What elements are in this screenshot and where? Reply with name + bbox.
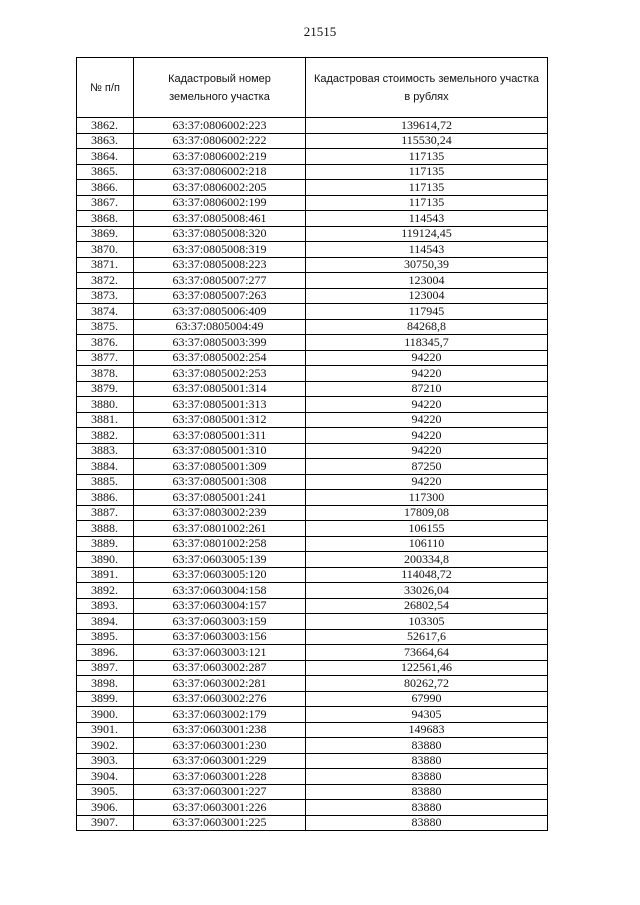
cadastral-value-cell: 117135 <box>306 195 548 211</box>
row-number-cell: 3904. <box>77 769 134 785</box>
cadastral-number-cell: 63:37:0603003:121 <box>134 645 306 661</box>
cadastral-value-cell: 118345,7 <box>306 335 548 351</box>
table-row <box>77 118 548 134</box>
cadastral-value-cell: 94220 <box>306 366 548 382</box>
table-row <box>77 242 548 258</box>
table-row <box>77 815 548 831</box>
table-row <box>77 753 548 769</box>
cadastral-number-cell: 63:37:0805001:308 <box>134 474 306 490</box>
cadastral-number-cell: 63:37:0803002:239 <box>134 505 306 521</box>
table-row <box>77 707 548 723</box>
row-number-cell: 3883. <box>77 443 134 459</box>
table-row <box>77 366 548 382</box>
cadastral-number-cell: 63:37:0603001:227 <box>134 784 306 800</box>
cadastral-value-cell: 149683 <box>306 722 548 738</box>
cadastral-value-cell: 87250 <box>306 459 548 475</box>
header-cadastral-value-label: Кадастровая стоимость земельного участка в рублях <box>313 72 540 103</box>
table-row <box>77 335 548 351</box>
table-row <box>77 397 548 413</box>
cadastral-number-cell: 63:37:0603002:287 <box>134 660 306 676</box>
cadastral-value-cell: 83880 <box>306 800 548 816</box>
cadastral-value-cell: 83880 <box>306 738 548 754</box>
row-number-cell: 3877. <box>77 350 134 366</box>
header-cadastral-number-label: Кадастровый номер земельного участка <box>168 72 271 103</box>
cadastral-number-cell: 63:37:0603004:158 <box>134 583 306 599</box>
cadastral-value-table <box>76 57 548 831</box>
cadastral-number-cell: 63:37:0603005:120 <box>134 567 306 583</box>
cadastral-number-cell: 63:37:0806002:222 <box>134 133 306 149</box>
cadastral-number-cell: 63:37:0603001:230 <box>134 738 306 754</box>
cadastral-number-cell: 63:37:0805002:254 <box>134 350 306 366</box>
header-row-number-label: № п/п <box>90 81 120 94</box>
table-row <box>77 660 548 676</box>
row-number-cell: 3892. <box>77 583 134 599</box>
cadastral-number-cell: 63:37:0805003:399 <box>134 335 306 351</box>
cadastral-value-cell: 94220 <box>306 397 548 413</box>
cadastral-value-cell: 84268,8 <box>306 319 548 335</box>
row-number-cell: 3891. <box>77 567 134 583</box>
cadastral-number-cell: 63:37:0603001:226 <box>134 800 306 816</box>
table-row <box>77 180 548 196</box>
cadastral-value-cell: 94220 <box>306 350 548 366</box>
cadastral-number-cell: 63:37:0603003:159 <box>134 614 306 630</box>
table-row <box>77 459 548 475</box>
cadastral-number-cell: 63:37:0806002:219 <box>134 149 306 165</box>
cadastral-number-cell: 63:37:0805001:312 <box>134 412 306 428</box>
cadastral-value-cell: 103305 <box>306 614 548 630</box>
cadastral-value-cell: 80262,72 <box>306 676 548 692</box>
row-number-cell: 3870. <box>77 242 134 258</box>
row-number-cell: 3907. <box>77 815 134 831</box>
row-number-cell: 3878. <box>77 366 134 382</box>
cadastral-number-cell: 63:37:0806002:205 <box>134 180 306 196</box>
table-row <box>77 567 548 583</box>
table-row <box>77 226 548 242</box>
table-row <box>77 552 548 568</box>
row-number-cell: 3887. <box>77 505 134 521</box>
cadastral-value-cell: 115530,24 <box>306 133 548 149</box>
table-row <box>77 629 548 645</box>
table-row <box>77 412 548 428</box>
row-number-cell: 3867. <box>77 195 134 211</box>
cadastral-number-cell: 63:37:0805008:461 <box>134 211 306 227</box>
row-number-cell: 3866. <box>77 180 134 196</box>
cadastral-value-cell: 114543 <box>306 211 548 227</box>
cadastral-value-cell: 17809,08 <box>306 505 548 521</box>
row-number-cell: 3868. <box>77 211 134 227</box>
cadastral-value-cell: 83880 <box>306 815 548 831</box>
row-number-cell: 3905. <box>77 784 134 800</box>
table-row <box>77 133 548 149</box>
row-number-cell: 3893. <box>77 598 134 614</box>
row-number-cell: 3881. <box>77 412 134 428</box>
cadastral-value-cell: 117135 <box>306 180 548 196</box>
cadastral-value-cell: 114543 <box>306 242 548 258</box>
table-row <box>77 304 548 320</box>
cadastral-value-cell: 106110 <box>306 536 548 552</box>
cadastral-value-cell: 106155 <box>306 521 548 537</box>
table-row <box>77 691 548 707</box>
table-row <box>77 769 548 785</box>
page-number: 21515 <box>303 24 337 39</box>
table-row <box>77 288 548 304</box>
table-row <box>77 490 548 506</box>
table-row <box>77 598 548 614</box>
row-number-cell: 3863. <box>77 133 134 149</box>
cadastral-number-cell: 63:37:0603001:229 <box>134 753 306 769</box>
row-number-cell: 3899. <box>77 691 134 707</box>
row-number-cell: 3901. <box>77 722 134 738</box>
row-number-cell: 3873. <box>77 288 134 304</box>
cadastral-value-cell: 117945 <box>306 304 548 320</box>
row-number-cell: 3903. <box>77 753 134 769</box>
table-row <box>77 614 548 630</box>
table-row <box>77 257 548 273</box>
row-number-cell: 3876. <box>77 335 134 351</box>
table-row <box>77 583 548 599</box>
cadastral-number-cell: 63:37:0603005:139 <box>134 552 306 568</box>
table-row <box>77 350 548 366</box>
cadastral-number-cell: 63:37:0805001:309 <box>134 459 306 475</box>
cadastral-number-cell: 63:37:0806002:199 <box>134 195 306 211</box>
cadastral-number-cell: 63:37:0603003:156 <box>134 629 306 645</box>
row-number-cell: 3880. <box>77 397 134 413</box>
table-row <box>77 164 548 180</box>
cadastral-value-cell: 200334,8 <box>306 552 548 568</box>
table-row <box>77 722 548 738</box>
table-row <box>77 428 548 444</box>
row-number-cell: 3884. <box>77 459 134 475</box>
cadastral-value-cell: 114048,72 <box>306 567 548 583</box>
cadastral-value-cell: 83880 <box>306 769 548 785</box>
table-row <box>77 149 548 165</box>
cadastral-number-cell: 63:37:0805004:49 <box>134 319 306 335</box>
row-number-cell: 3888. <box>77 521 134 537</box>
cadastral-number-cell: 63:37:0805008:319 <box>134 242 306 258</box>
cadastral-number-cell: 63:37:0805008:223 <box>134 257 306 273</box>
cadastral-number-cell: 63:37:0603002:276 <box>134 691 306 707</box>
cadastral-value-cell: 117135 <box>306 149 548 165</box>
cadastral-number-cell: 63:37:0805008:320 <box>134 226 306 242</box>
row-number-cell: 3890. <box>77 552 134 568</box>
table-row <box>77 738 548 754</box>
cadastral-value-cell: 139614,72 <box>306 118 548 134</box>
header-cadastral-number <box>134 58 306 118</box>
cadastral-number-cell: 63:37:0805006:409 <box>134 304 306 320</box>
cadastral-value-cell: 94220 <box>306 428 548 444</box>
cadastral-number-cell: 63:37:0603002:281 <box>134 676 306 692</box>
table-row <box>77 676 548 692</box>
table-row <box>77 521 548 537</box>
row-number-cell: 3869. <box>77 226 134 242</box>
row-number-cell: 3902. <box>77 738 134 754</box>
cadastral-value-cell: 83880 <box>306 784 548 800</box>
cadastral-number-cell: 63:37:0805002:253 <box>134 366 306 382</box>
table-row <box>77 505 548 521</box>
cadastral-number-cell: 63:37:0603004:157 <box>134 598 306 614</box>
table-row <box>77 273 548 289</box>
cadastral-number-cell: 63:37:0805001:310 <box>134 443 306 459</box>
cadastral-value-cell: 119124,45 <box>306 226 548 242</box>
cadastral-number-cell: 63:37:0603001:228 <box>134 769 306 785</box>
cadastral-number-cell: 63:37:0805007:277 <box>134 273 306 289</box>
table-row <box>77 536 548 552</box>
table-row <box>77 319 548 335</box>
cadastral-value-cell: 73664,64 <box>306 645 548 661</box>
row-number-cell: 3889. <box>77 536 134 552</box>
cadastral-value-cell: 117135 <box>306 164 548 180</box>
cadastral-value-cell: 122561,46 <box>306 660 548 676</box>
row-number-cell: 3894. <box>77 614 134 630</box>
cadastral-value-cell: 94220 <box>306 443 548 459</box>
table-header-row <box>77 58 548 118</box>
cadastral-value-cell: 67990 <box>306 691 548 707</box>
table-row <box>77 443 548 459</box>
table-row <box>77 784 548 800</box>
row-number-cell: 3875. <box>77 319 134 335</box>
cadastral-number-cell: 63:37:0805001:311 <box>134 428 306 444</box>
table-row <box>77 381 548 397</box>
row-number-cell: 3886. <box>77 490 134 506</box>
header-cadastral-value <box>306 58 548 118</box>
row-number-cell: 3874. <box>77 304 134 320</box>
row-number-cell: 3896. <box>77 645 134 661</box>
cadastral-value-cell: 33026,04 <box>306 583 548 599</box>
cadastral-value-cell: 83880 <box>306 753 548 769</box>
table-row <box>77 211 548 227</box>
cadastral-value-cell: 123004 <box>306 273 548 289</box>
row-number-cell: 3882. <box>77 428 134 444</box>
header-row-number <box>77 58 134 118</box>
row-number-cell: 3900. <box>77 707 134 723</box>
cadastral-number-cell: 63:37:0806002:223 <box>134 118 306 134</box>
cadastral-value-cell: 94220 <box>306 474 548 490</box>
cadastral-number-cell: 63:37:0805007:263 <box>134 288 306 304</box>
row-number-cell: 3897. <box>77 660 134 676</box>
cadastral-number-cell: 63:37:0801002:261 <box>134 521 306 537</box>
cadastral-number-cell: 63:37:0805001:314 <box>134 381 306 397</box>
row-number-cell: 3862. <box>77 118 134 134</box>
row-number-cell: 3906. <box>77 800 134 816</box>
cadastral-value-cell: 94305 <box>306 707 548 723</box>
cadastral-value-cell: 94220 <box>306 412 548 428</box>
row-number-cell: 3885. <box>77 474 134 490</box>
cadastral-value-cell: 52617,6 <box>306 629 548 645</box>
cadastral-number-cell: 63:37:0805001:241 <box>134 490 306 506</box>
row-number-cell: 3895. <box>77 629 134 645</box>
table-row <box>77 645 548 661</box>
table-row <box>77 195 548 211</box>
cadastral-number-cell: 63:37:0603002:179 <box>134 707 306 723</box>
cadastral-number-cell: 63:37:0801002:258 <box>134 536 306 552</box>
table-row <box>77 800 548 816</box>
cadastral-value-cell: 117300 <box>306 490 548 506</box>
cadastral-value-cell: 87210 <box>306 381 548 397</box>
cadastral-value-cell: 30750,39 <box>306 257 548 273</box>
cadastral-value-cell: 123004 <box>306 288 548 304</box>
row-number-cell: 3865. <box>77 164 134 180</box>
row-number-cell: 3864. <box>77 149 134 165</box>
row-number-cell: 3898. <box>77 676 134 692</box>
row-number-cell: 3872. <box>77 273 134 289</box>
table-row <box>77 474 548 490</box>
cadastral-value-cell: 26802,54 <box>306 598 548 614</box>
cadastral-number-cell: 63:37:0603001:238 <box>134 722 306 738</box>
cadastral-number-cell: 63:37:0603001:225 <box>134 815 306 831</box>
cadastral-number-cell: 63:37:0805001:313 <box>134 397 306 413</box>
row-number-cell: 3871. <box>77 257 134 273</box>
row-number-cell: 3879. <box>77 381 134 397</box>
cadastral-number-cell: 63:37:0806002:218 <box>134 164 306 180</box>
